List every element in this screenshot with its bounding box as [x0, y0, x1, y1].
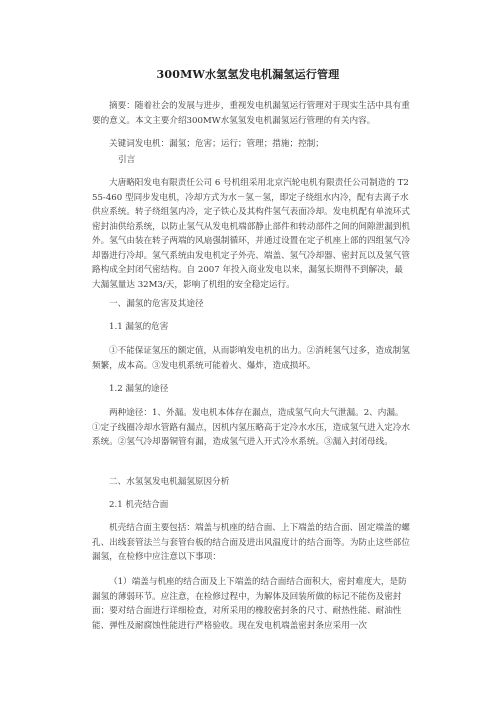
introduction-heading: 引言 — [118, 155, 136, 165]
section-2-1-heading: 2.1 机壳结合面 — [109, 500, 169, 510]
section-1-heading: 一、漏氢的危害及其途径 — [109, 299, 204, 309]
keywords-line: 关键词发电机：漏氢；危害；运行；管理；措施；控制； — [109, 139, 324, 149]
section-1-1-paragraph: ①不能保证氢压的额定值，从而影响发电机的出力。②消耗氢气过多，造成制氢频繁，成本高。③发电机系统可能着火、爆炸，造成损坏。 — [92, 346, 410, 371]
section-1-1-heading: 1.1 漏氢的危害 — [109, 322, 169, 332]
section-1-2-paragraph: 两种途径：1、外漏。发电机本体存在漏点，造成氢气向大气泄漏。2、内漏。①定子线圈冷却水管路有漏点，因机内氢压略高于定冷水水压，造成氢气进入定冷水系统。②氢气冷却器铜管有漏，造成氢气进入开式冷水系统。③漏入封闭母线。 — [92, 408, 410, 447]
document-title: 300MW水氢氢发电机漏氢运行管理 — [156, 68, 340, 81]
section-2-1-paragraph: 机壳结合面主要包括：端盖与机座的结合面、上下端盖的结合面、固定端盖的螺孔、出线套管法兰与套管台板的结合面及进出风温度计的结合面等。为防止这些部位漏氢，在检修中应注意以下事项： — [92, 523, 410, 562]
section-2-heading: 二、水氢氢发电机漏氢原因分析 — [109, 477, 230, 487]
section-1-2-heading: 1.2 漏氢的途径 — [109, 384, 169, 394]
intro-paragraph: 大唐略阳发电有限责任公司 6 号机组采用北京汽轮电机有限责任公司制造的 T255-460 型同步发电机，冷却方式为水－氢－氢，即定子绕组水内冷，配有去离子水供应系统。转子绕组氢内冷，定子铁心及其构件氢气表面冷却。发电机配有单流环式密封油供给系统，以防止氢气从发电机端部静止部件和转动部件之间的间隙泄漏到机外。氢气由装在转子两端的风扇强制循环，并通过设置在定子机座上部的四组氢气冷却器进行冷却。氢气系统由发电机定子外壳、端盖、氢气冷却器、密封瓦以及氢气管路构成全封闭气密结构。自 2007 年投入商业发电以来，漏氢长期得不到解决，最大漏氢量达 32M3/天，影响了机组的安全稳定运行。 — [92, 178, 410, 290]
abstract-paragraph: 摘要：随着社会的发展与进步，重视发电机漏氢运行管理对于现实生活中具有重要的意义。本文主要介绍300MW水氢氢发电机漏氢运行管理的有关内容。 — [92, 101, 410, 126]
section-2-1-item-1: （1）端盖与机座的结合面及上下端盖的结合面结合面积大，密封难度大，是防漏氢的薄弱环节。应注意，在检修过程中，为解体及回装所做的标记不能伤及密封面；要对结合面进行详细检查，对所采用的橡胶密封条的尺寸、耐热性能、耐油性能、弹性及耐腐蚀性能进行严格验收。现在发电机端盖密封条应采用一次 — [92, 577, 407, 631]
